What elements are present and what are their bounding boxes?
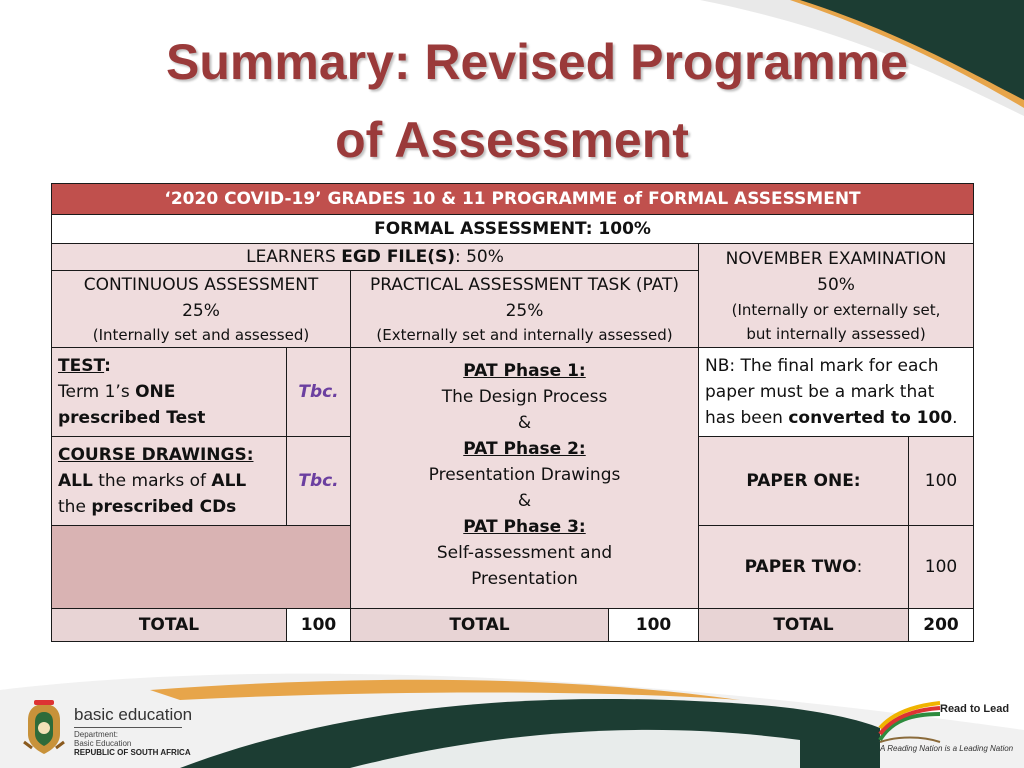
assessment-table <box>51 183 974 642</box>
paper-two-label-cell: PAPER TWO: <box>699 526 909 609</box>
total-label-3: TOTAL <box>699 609 909 642</box>
table-header: ‘2020 COVID-19’ GRADES 10 & 11 PROGRAMME of FORMAL ASSESSMENT <box>52 184 974 215</box>
total-row <box>52 609 974 642</box>
course-drawings-tbc: Tbc. <box>287 437 351 526</box>
read-to-lead-tagline: A Reading Nation is a Leading Nation <box>880 744 1014 753</box>
learners-egd-file-cell: LEARNERS EGD FILE(S): 50% <box>52 244 699 271</box>
nb-note-cell: NB: The final mark for each paper must be a mark that has been converted to 100. <box>699 348 974 437</box>
paper-two-value: 100 <box>909 526 974 609</box>
table-header-row <box>52 184 974 215</box>
department-sub-3: REPUBLIC OF SOUTH AFRICA <box>74 748 191 757</box>
formal-assessment-label: FORMAL ASSESSMENT: 100% <box>52 215 974 244</box>
total-label-2: TOTAL <box>351 609 609 642</box>
formal-assessment-row <box>52 215 974 244</box>
total-label-1: TOTAL <box>52 609 287 642</box>
read-to-lead-title: Read to Lead <box>940 703 1010 715</box>
test-cell: TEST: Term 1’s ONE prescribed Test <box>52 348 287 437</box>
pat-cell: PRACTICAL ASSESSMENT TASK (PAT) 25% (Externally set and internally assessed) <box>351 271 699 348</box>
test-row <box>52 348 974 437</box>
total-value-1: 100 <box>287 609 351 642</box>
pat-phases-cell: PAT Phase 1: The Design Process & PAT Phase 2: Presentation Drawings & PAT Phase 3: Self-assessment and Presentation <box>351 348 699 609</box>
paper-one-value: 100 <box>909 437 974 526</box>
department-logo-text <box>74 705 192 757</box>
department-name: basic education <box>74 705 193 724</box>
course-drawings-cell: COURSE DRAWINGS: ALL the marks of ALL the prescribed CDs <box>52 437 287 526</box>
empty-shaded-cell <box>52 526 351 609</box>
department-sub-1: Department: <box>74 730 119 739</box>
page-title-line-1: Summary: Revised Programme <box>166 34 908 90</box>
coat-of-arms-icon <box>20 698 68 758</box>
total-value-2: 100 <box>609 609 699 642</box>
continuous-assessment-cell: CONTINUOUS ASSESSMENT 25% (Internally set and assessed) <box>52 271 351 348</box>
department-divider <box>74 727 182 728</box>
november-examination-cell: NOVEMBER EXAMINATION 50% (Internally or externally set, but internally assessed) <box>699 244 974 348</box>
test-tbc: Tbc. <box>287 348 351 437</box>
department-sub-2: Basic Education <box>74 739 132 748</box>
page-title-line-2: of Assessment <box>335 112 689 168</box>
read-to-lead-book-icon <box>878 700 942 744</box>
total-value-3: 200 <box>909 609 974 642</box>
paper-one-label: PAPER ONE: <box>699 437 909 526</box>
learners-row <box>52 244 974 271</box>
